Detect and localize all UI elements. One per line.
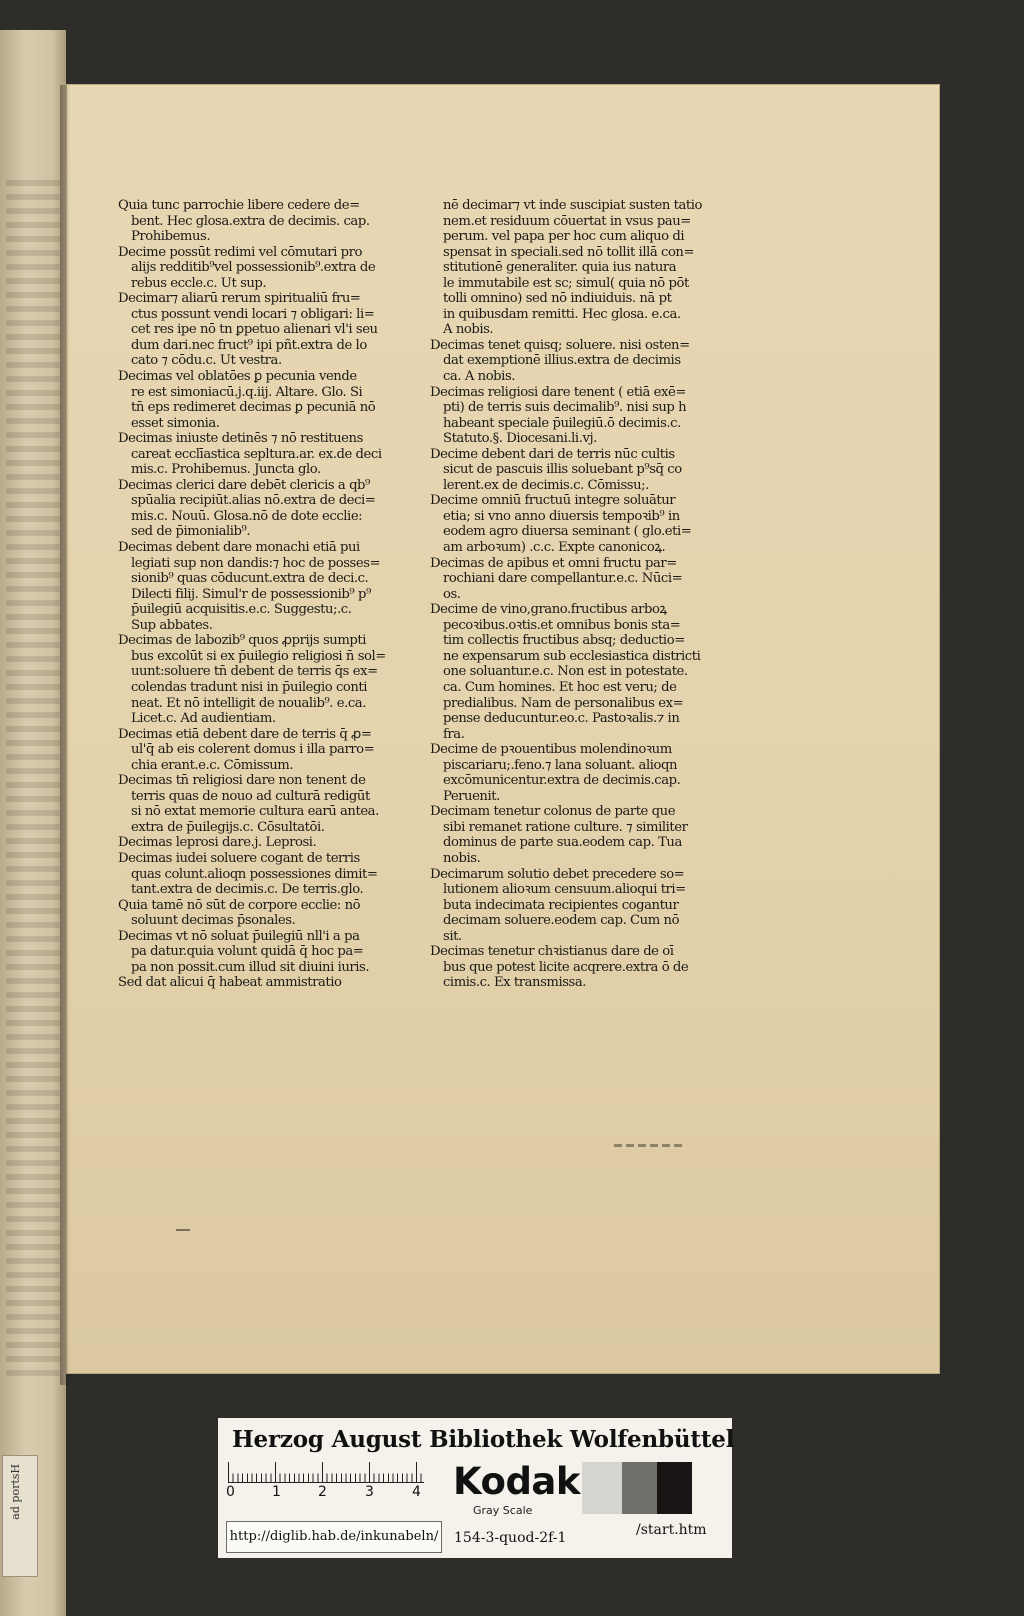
- text-line: legiati sup non dandis:⁊ hoc de posses=: [131, 555, 381, 571]
- text-line: chia erant.e.c. Cōmissum.: [131, 757, 294, 773]
- ruler-number: 0: [226, 1484, 235, 1500]
- text-line: tim collectis fructibus absq; deductio=: [443, 633, 685, 649]
- text-line: pti) de terris suis decimalib⁹. nisi sup h̄: [443, 400, 687, 416]
- text-line: colendas tradunt nisi in p̄uilegio conti: [131, 679, 368, 695]
- text-line: etia; si vno anno diuersis tempoꝛib⁹ in: [443, 508, 680, 524]
- text-line: Sed dat alicui q̄ habeat ammistratio: [118, 975, 342, 991]
- text-line: le immutabile est sc; simul( quia nō pōt: [443, 275, 689, 291]
- text-line: one soluantur.e.c. Non est in potestate.: [443, 664, 688, 680]
- swatch-light: [582, 1462, 622, 1514]
- text-line: Decimam tenetur colonus de parte que: [430, 804, 676, 820]
- text-line: Decimar⁊ aliarū rerum spiritualiū fru=: [118, 291, 361, 307]
- text-line: lerent.ex de decimis.c. Cōmissu;.: [443, 477, 649, 493]
- text-line: Decimas etiā debent dare de terris q̄ ꝓ=: [118, 726, 372, 742]
- text-line: sicut de pascuis illis soluebant p⁹sq̄ co: [443, 462, 682, 478]
- text-line: nem.et residuum cōuertat in vsus pau=: [443, 213, 691, 229]
- document-page: [66, 84, 940, 1374]
- url-suffix: /start.htm: [636, 1522, 707, 1538]
- text-line: dat exemptionē illius.extra de decimis: [443, 353, 681, 369]
- text-line: si nō extat memorie cultura earū antea.: [131, 804, 379, 820]
- spine-label: [2, 1455, 38, 1577]
- text-line: am arboꝛum) .c.c. Expte canonicoꝝ.: [443, 540, 666, 556]
- text-line: tolli omnino) sed nō indiuiduis. nā pt: [443, 291, 672, 307]
- text-line: Decime possūt redimi vel cōmutari pro: [118, 244, 362, 260]
- text-line: lutionem alioꝛum censuum.alioqui tri=: [443, 882, 686, 898]
- text-line: sionib⁹ quas cōducunt.extra de deci.c.: [131, 571, 369, 587]
- ruler-number: 4: [412, 1484, 421, 1500]
- text-line: predialibus. Nam de personalibus ex=: [443, 695, 684, 711]
- text-line: stitutionē generaliter. quia ius natura: [443, 260, 677, 276]
- text-line: Peruenit.: [443, 788, 500, 804]
- ruler-major-tick: [228, 1462, 229, 1482]
- gray-swatches: [582, 1462, 692, 1514]
- ruler-number: 3: [365, 1484, 374, 1500]
- text-line: Decimas leprosi dare.j. Leprosi.: [118, 835, 317, 851]
- text-line: Decimas tn̄ religiosi dare non tenent de: [118, 773, 366, 789]
- shelfmark-id: 154-3-quod-2f-1: [454, 1530, 567, 1546]
- text-line: mis.c. Nouū. Glosa.nō de dote ecclie:: [131, 508, 363, 524]
- color-calibration-card: [218, 1418, 735, 1558]
- ruler-major-tick: [322, 1462, 323, 1482]
- spine-label-text: ad portsH: [9, 1464, 22, 1520]
- text-line: bus que potest licite acqrere.extra ō de: [443, 959, 689, 975]
- text-line: Dilecti filij. Simul'r de possessionib⁹ p⁹: [131, 586, 371, 602]
- text-line: in quibusdam remitti. Hec glosa. e.ca.: [443, 306, 681, 322]
- text-line: Decime debent dari de terris nūc cultis: [430, 446, 675, 462]
- text-line: Decime de pꝛouentibus molendinoꝛum: [430, 742, 672, 758]
- text-line: Decimas religiosi dare tenent ( etiā exē=: [430, 384, 686, 400]
- gutter-shadow: [60, 85, 70, 1385]
- ruler-major-tick: [275, 1462, 276, 1482]
- text-line: rochiani dare compellantur.e.c. Nūci=: [443, 571, 683, 587]
- text-line: cet res ipe nō tn ꝑpetuo alienari vl'i seu: [131, 322, 378, 338]
- text-line: Quia tunc parrochie libere cedere de=: [118, 198, 360, 213]
- source-url: http://diglib.hab.de/inkunabeln/: [226, 1521, 442, 1553]
- text-line: spūalia recipiūt.alias nō.extra de deci=: [131, 493, 376, 509]
- text-line: Decimas tenetur chꝛistianus dare de oī: [430, 944, 674, 960]
- ruler-major-tick: [369, 1462, 370, 1482]
- text-line: rebus eccle.c. Ut sup.: [131, 275, 267, 291]
- ruler-major-tick: [416, 1462, 417, 1482]
- text-line: soluunt decimas p̄sonales.: [131, 913, 296, 929]
- text-line: p̄uilegiū acquisitis.e.c. Suggestu;.c.: [131, 602, 352, 618]
- scale-ruler: [228, 1462, 424, 1508]
- text-line: uunt:soluere tn̄ debent de terris q̄s ex=: [131, 664, 378, 680]
- text-line: pecoꝛibus.oꝛtis.et omnibus bonis sta=: [443, 617, 681, 633]
- text-line: mis.c. Prohibemus. Juncta glo.: [131, 462, 321, 478]
- facing-page-edge: [0, 30, 66, 1616]
- text-line: nē decimar⁊ vt inde suscipiat susten tatio: [443, 198, 703, 213]
- swatch-dark: [657, 1462, 692, 1514]
- text-line: cato ⁊ cōdu.c. Ut vestra.: [131, 353, 282, 369]
- text-line: spensat in speciali.sed nō tollit illā con=: [443, 244, 695, 260]
- text-line: Quia tamē nō sūt de corpore ecclie: nō: [118, 897, 361, 913]
- gray-scale-label: Gray Scale: [473, 1504, 533, 1517]
- text-line: careat ecclīastica sepltura.ar. ex.de deci: [131, 446, 382, 462]
- ruler-ticks: [228, 1462, 424, 1483]
- text-line: Decimas tenet quisq; soluere. nisi osten=: [430, 337, 690, 353]
- text-line: tant.extra de decimis.c. De terris.glo.: [131, 882, 364, 898]
- text-line: bent. Hec glosa.extra de decimis. cap.: [131, 213, 370, 229]
- text-line: Licet.c. Ad audientiam.: [131, 711, 276, 727]
- text-line: Decimas vel oblatōes ꝑ pecunia vende: [118, 369, 357, 385]
- margin-mark: [176, 1229, 190, 1231]
- text-line: quas colunt.alioqn possessiones dimit=: [131, 866, 378, 882]
- text-line: Decimas de apibus et omni fructu par=: [430, 555, 677, 571]
- text-line: cimis.c. Ex transmissa.: [443, 975, 586, 991]
- text-line: ca. A nobis.: [443, 369, 515, 385]
- text-line: Sup abbates.: [131, 617, 213, 633]
- text-line: sit.: [443, 928, 462, 944]
- text-column-right: [430, 198, 802, 991]
- text-line: excōmunicentur.extra de decimis.cap.: [443, 773, 681, 789]
- text-line: sibi remanet ratione culture. ⁊ similiter: [443, 819, 688, 835]
- text-line: eodem agro diuersa seminant ( glo.eti=: [443, 524, 692, 540]
- text-line: perum. vel papa per hoc cum aliquo di: [443, 229, 685, 245]
- text-column-left: [118, 198, 474, 991]
- text-line: Prohibemus.: [131, 229, 211, 245]
- text-line: alijs redditib⁹vel possessionib⁹.extra de: [131, 260, 376, 276]
- ruler-number: 2: [318, 1484, 327, 1500]
- text-line: Decimas debent dare monachi etiā pui: [118, 540, 360, 556]
- text-line: pa datur.quia volunt quidā q̄ hoc pa=: [131, 944, 364, 960]
- text-line: Decimas iudei soluere cogant de terris: [118, 850, 360, 866]
- facing-page-text: [6, 180, 60, 1380]
- ruler-number: 1: [272, 1484, 281, 1500]
- text-line: Decimas de labozib⁹ quos ꝓprijs sumpti: [118, 633, 366, 649]
- text-line: re est simoniacū.j.q.iij. Altare. Glo. Si: [131, 384, 363, 400]
- text-line: dum dari.nec fruct⁹ ipi pñt.extra de lo: [131, 337, 367, 353]
- text-line: decimam soluere.eodem cap. Cum nō: [443, 913, 680, 929]
- text-line: Decimas clerici dare debēt clericis a qb⁹: [118, 477, 370, 493]
- text-line: fra.: [443, 726, 465, 742]
- text-line: neat. Et nō intelligit de noualib⁹. e.ca.: [131, 695, 366, 711]
- text-line: bus excolūt si ex p̄uilegio religiosi n̄ sol=: [131, 648, 386, 664]
- text-line: Decime de vino,grano.fructibus arboꝝ: [430, 602, 667, 618]
- text-line: Decimas iniuste detinēs ⁊ nō restituens: [118, 431, 363, 447]
- text-line: extra de p̄uilegijs.c. Cōsultatōi.: [131, 819, 325, 835]
- text-line: buta indecimata recipientes cogantur: [443, 897, 679, 913]
- text-line: ul'q̄ ab eis colerent domus i illa parro=: [131, 742, 375, 758]
- text-line: habeant speciale p̄uilegiū.ō decimis.c.: [443, 415, 681, 431]
- text-line: ne expensarum sub ecclesiastica districti: [443, 648, 701, 664]
- text-line: Decime omniū fructuū integre soluātur: [430, 493, 676, 509]
- text-line: Decimas vt nō soluat p̄uilegiū nll'i a pa: [118, 928, 360, 944]
- text-line: Decimarum solutio debet precedere so=: [430, 866, 685, 882]
- text-line: sed de p̄imonialib⁹.: [131, 524, 251, 540]
- library-title: Herzog August Bibliothek Wolfenbüttel: [232, 1426, 735, 1453]
- text-line: A nobis.: [443, 322, 494, 338]
- text-line: tn̄ eps redimeret decimas ꝑ pecuniā nō: [131, 400, 376, 416]
- swatch-mid: [622, 1462, 657, 1514]
- text-line: pa non possit.cum illud sit diuini iuris.: [131, 959, 370, 975]
- text-line: piscariaru;.feno.⁊ lana soluant. alioqn: [443, 757, 678, 773]
- text-line: os.: [443, 586, 461, 602]
- kodak-logo: Kodak: [453, 1460, 580, 1503]
- text-line: nobis.: [443, 850, 481, 866]
- text-line: dominus de parte sua.eodem cap. Tua: [443, 835, 682, 851]
- text-line: ca. Cum homines. Et hoc est veru; de: [443, 679, 677, 695]
- text-line: esset simonia.: [131, 415, 220, 431]
- text-line: pense deducuntur.eo.c. Pastoꝛalis.⁊ in: [443, 711, 680, 727]
- signature-mark: [614, 1144, 684, 1147]
- text-line: Statuto.§. Diocesani.li.vj.: [443, 431, 597, 447]
- text-line: ctus possunt vendi locari ⁊ obligari: li=: [131, 306, 375, 322]
- text-line: terris quas de nouo ad culturā redigūt: [131, 788, 370, 804]
